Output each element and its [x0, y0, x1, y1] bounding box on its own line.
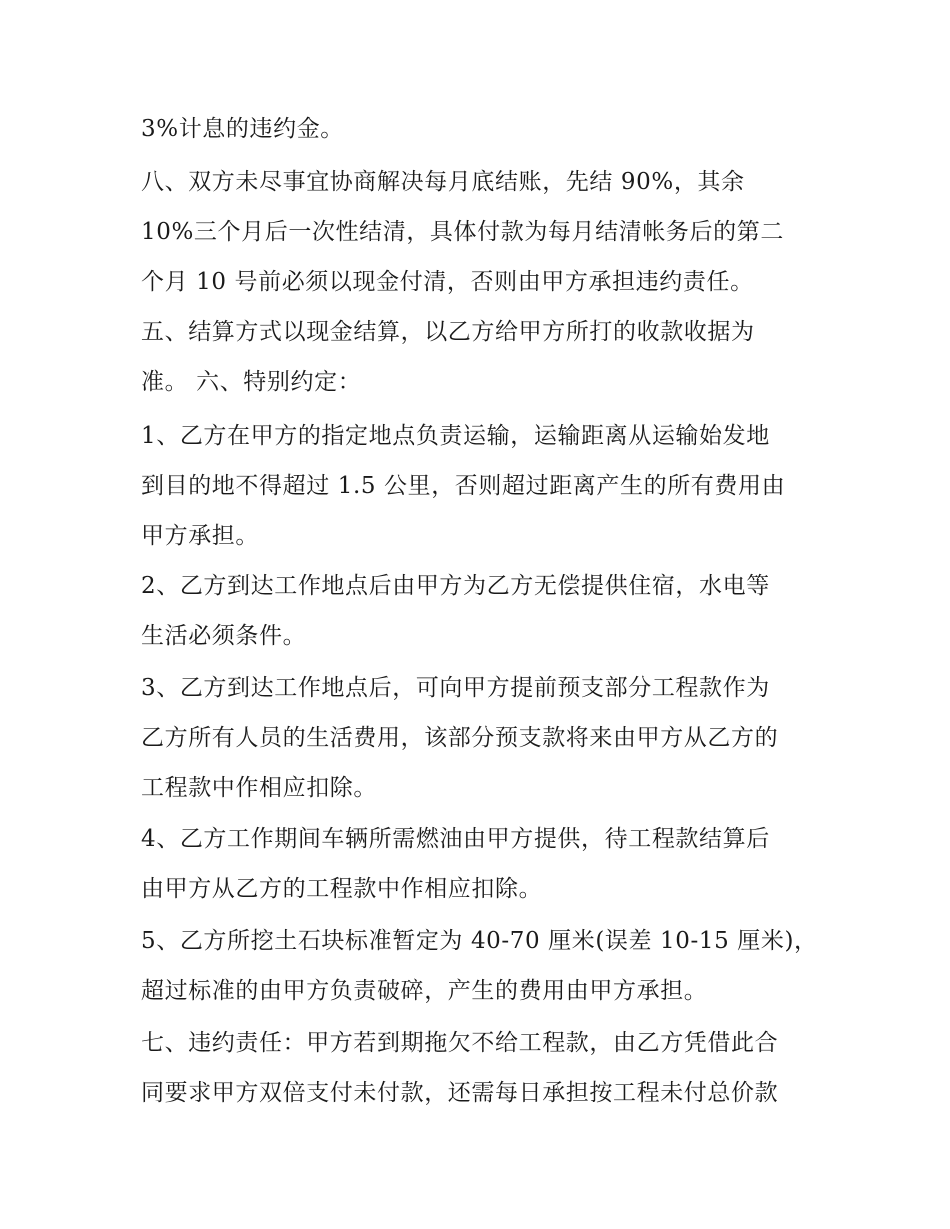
- text-line: 乙方所有人员的生活费用，该部分预支款将来由甲方从乙方的: [141, 725, 779, 751]
- text-line: 3%计息的违约金。: [141, 116, 344, 142]
- text-line: 五、结算方式以现金结算，以乙方给甲方所打的收款收据为: [141, 319, 755, 345]
- text-line: 甲方承担。: [141, 523, 259, 549]
- text-line: 同要求甲方双倍支付未付款，还需每日承担按工程未付总价款: [141, 1080, 779, 1106]
- text-line: 超过标准的由甲方负责破碎，产生的费用由甲方承担。: [141, 978, 708, 1004]
- text-line: 八、双方未尽事宜协商解决每月底结账，先结 90%，其余: [141, 169, 745, 195]
- text-line: 个月 10 号前必须以现金付清，否则由甲方承担违约责任。: [141, 269, 754, 295]
- text-line: 工程款中作相应扣除。: [141, 775, 377, 801]
- text-line: 10%三个月后一次性结清，具体付款为每月结清帐务后的第二: [141, 219, 784, 245]
- text-line: 4、乙方工作期间车辆所需燃油由甲方提供，待工程款结算后: [141, 826, 770, 852]
- text-line: 七、违约责任：甲方若到期拖欠不给工程款，由乙方凭借此合: [141, 1030, 779, 1056]
- text-line: 准。 六、特别约定：: [141, 369, 362, 395]
- text-line: 5、乙方所挖土石块标准暂定为 40-70 厘米(误差 10-15 厘米)，: [141, 928, 818, 954]
- text-line: 由甲方从乙方的工程款中作相应扣除。: [141, 876, 543, 902]
- text-line: 3、乙方到达工作地点后，可向甲方提前预支部分工程款作为: [141, 675, 770, 701]
- text-line: 2、乙方到达工作地点后由甲方为乙方无偿提供住宿，水电等: [141, 573, 770, 599]
- text-line: 生活必须条件。: [141, 623, 307, 649]
- text-line: 到目的地不得超过 1.5 公里，否则超过距离产生的所有费用由: [141, 473, 786, 499]
- text-line: 1、乙方在甲方的指定地点负责运输，运输距离从运输始发地: [141, 423, 770, 449]
